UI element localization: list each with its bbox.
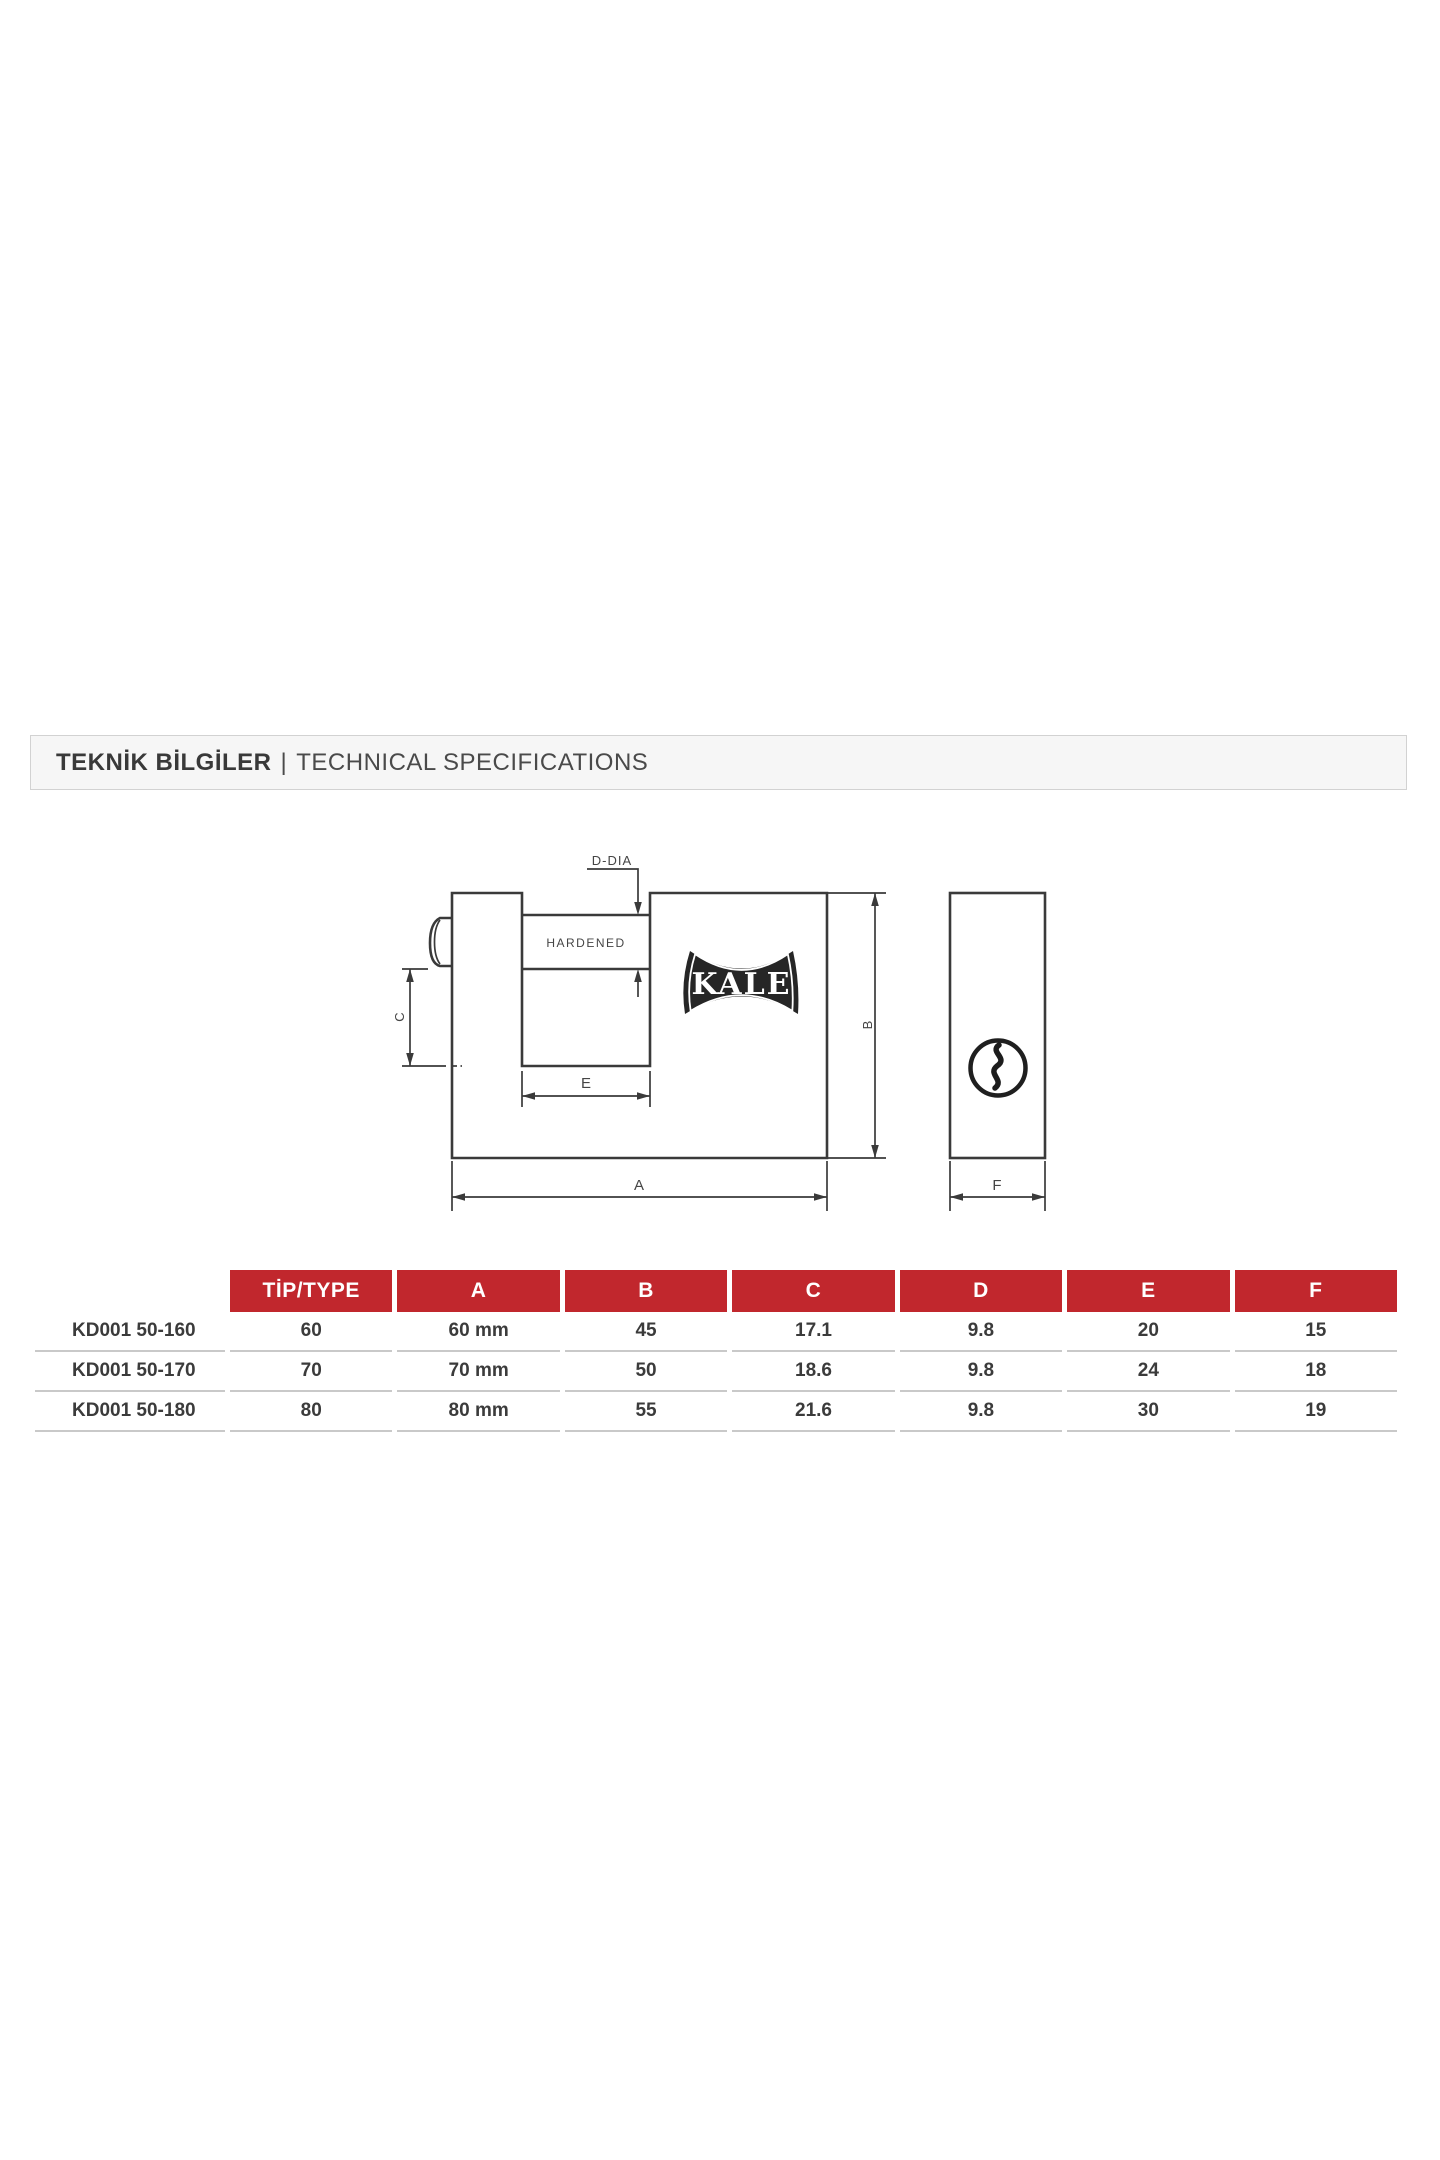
cell-b: 50	[565, 1352, 727, 1392]
cell-c: 17.1	[732, 1312, 894, 1352]
keyhole-icon	[971, 1041, 1026, 1096]
cell-a: 80 mm	[397, 1392, 559, 1432]
title-divider: |	[280, 748, 288, 776]
dim-f-label: F	[992, 1177, 1002, 1194]
row-label: KD001 50-170	[35, 1352, 225, 1392]
col-header-c: C	[732, 1270, 894, 1312]
dim-a-label: A	[633, 1177, 645, 1194]
section-title-turkish: TEKNİK BİLGİLER	[56, 748, 272, 776]
cell-f: 15	[1235, 1312, 1397, 1352]
cell-b: 55	[565, 1392, 727, 1432]
dim-c-label: C	[392, 1012, 407, 1022]
col-header-tip-type: TİP/TYPE	[230, 1270, 392, 1312]
col-header-e: E	[1067, 1270, 1229, 1312]
spec-table	[35, 1270, 1397, 1432]
hardened-label: HARDENED	[546, 936, 626, 950]
cell-d: 9.8	[900, 1392, 1062, 1432]
cell-d: 9.8	[900, 1312, 1062, 1352]
cell-d: 9.8	[900, 1352, 1062, 1392]
cell-f: 19	[1235, 1392, 1397, 1432]
cell-a: 70 mm	[397, 1352, 559, 1392]
cell-f: 18	[1235, 1352, 1397, 1392]
front-view	[430, 893, 827, 1158]
padlock-technical-drawing	[390, 845, 1070, 1225]
cell-a: 60 mm	[397, 1312, 559, 1352]
cell-c: 18.6	[732, 1352, 894, 1392]
col-header-a: A	[397, 1270, 559, 1312]
cell-e: 30	[1067, 1392, 1229, 1432]
section-title-english: TECHNICAL SPECIFICATIONS	[296, 748, 649, 776]
d-dia-label: D-DIA	[591, 853, 633, 868]
row-label: KD001 50-180	[35, 1392, 225, 1432]
cell-c: 21.6	[732, 1392, 894, 1432]
kale-logo	[683, 951, 798, 1014]
cell-e: 24	[1067, 1352, 1229, 1392]
side-view	[950, 893, 1045, 1158]
cell-type: 80	[230, 1392, 392, 1432]
col-header-b: B	[565, 1270, 727, 1312]
cell-type: 60	[230, 1312, 392, 1352]
kale-logo-text: KALE	[691, 967, 792, 1002]
dim-b-label: B	[860, 1020, 875, 1030]
col-header-f: F	[1235, 1270, 1397, 1312]
col-header-blank	[35, 1270, 225, 1312]
cell-type: 70	[230, 1352, 392, 1392]
section-title-bar	[30, 735, 1407, 790]
row-label: KD001 50-160	[35, 1312, 225, 1352]
col-header-d: D	[900, 1270, 1062, 1312]
dim-e-label: E	[580, 1075, 592, 1092]
cell-b: 45	[565, 1312, 727, 1352]
cell-e: 20	[1067, 1312, 1229, 1352]
